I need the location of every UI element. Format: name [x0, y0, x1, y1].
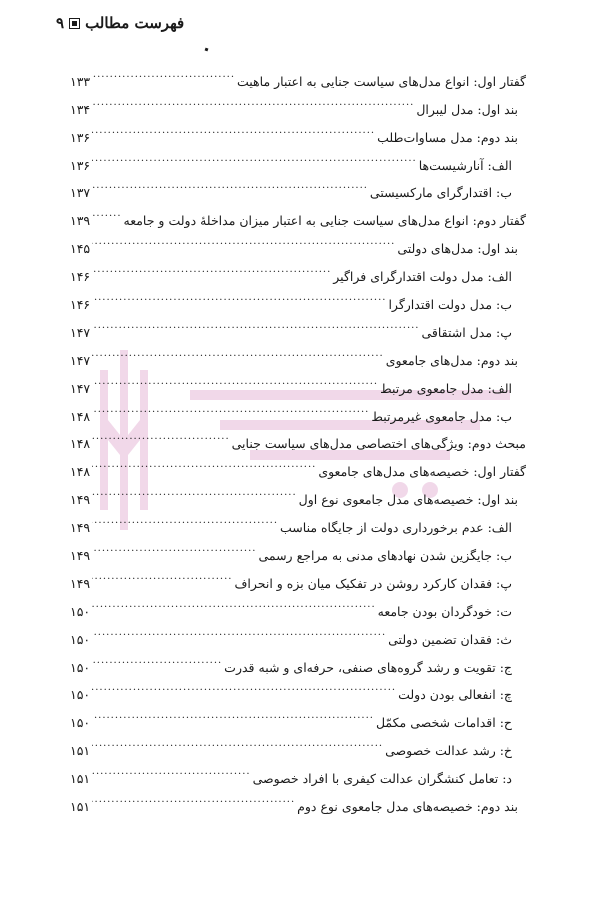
- toc-entry: [70, 393, 526, 424]
- toc-entry-page: ۱۵۰: [70, 715, 91, 731]
- toc-entry-title: گفتار دوم: انواع مدل‌های سیاست جنایی به اعتبار میزان مداخلهٔ دولت و جامعه: [123, 213, 526, 229]
- toc-leader-dots: [92, 170, 368, 198]
- toc-entry-page: ۱۴۷: [70, 324, 91, 340]
- toc-entry-page: ۱۴۹: [70, 548, 91, 564]
- toc-entry-title: چ: انفعالی بودن دولت: [398, 687, 512, 703]
- toc-entry-title: پ: فقدان کارکرد روشن در تفکیک میان بزه و انحراف: [234, 575, 512, 591]
- toc-entry-page: ۱۴۸: [70, 464, 91, 480]
- toc-entry: [70, 504, 526, 536]
- toc-entry-page: ۱۳۹: [70, 213, 91, 229]
- toc-entry-page: ۱۴۹: [70, 575, 91, 591]
- toc-leader-dots: [92, 225, 395, 253]
- toc-entry-page: ۱۴۹: [70, 492, 91, 508]
- toc-leader-dots: [92, 197, 121, 225]
- toc-entry-title: بند اول: مدل لیبرال: [416, 101, 518, 117]
- toc-entry-page: ۱۵۰: [70, 631, 91, 647]
- running-header: [56, 14, 184, 32]
- toc-entry: [70, 476, 526, 508]
- toc-entry-title: ت: خودگردان بودن جامعه: [377, 603, 512, 619]
- toc-entry-page: ۱۴۸: [70, 408, 91, 424]
- toc-entry: [70, 727, 526, 759]
- toc-entry-page: ۱۴۶: [70, 269, 91, 285]
- toc-entry-page: ۱۴۹: [70, 520, 91, 536]
- toc-leader-dots: [92, 421, 229, 449]
- toc-entry-page: ۱۳۶: [70, 129, 91, 145]
- toc-entry: [70, 114, 526, 145]
- toc-entry: [70, 309, 526, 340]
- toc-entry-page: ۱۵۰: [70, 659, 91, 675]
- toc-entry-title: ب: مدل جامعوی غیرمرتبط: [371, 408, 512, 424]
- toc-entry: [70, 755, 526, 787]
- toc-entry: [70, 532, 526, 564]
- toc-entry: [70, 421, 526, 452]
- toc-entry: [70, 142, 526, 173]
- toc-leader-dots: [92, 281, 386, 309]
- toc-entry: [70, 225, 526, 257]
- toc-entry: [70, 253, 526, 285]
- toc-entry-page: ۱۵۱: [70, 799, 91, 815]
- toc-leader-dots: [92, 86, 414, 114]
- toc-entry: [70, 616, 526, 647]
- toc-entry: [70, 560, 526, 591]
- toc-entry: [70, 197, 526, 229]
- toc-entry-title: خ: رشد عدالت خصوصی: [385, 743, 512, 759]
- toc-entry-title: الف: عدم برخورداری دولت از جایگاه مناسب: [280, 520, 512, 536]
- toc-leader-dots: [92, 142, 417, 170]
- toc-entry: [70, 783, 526, 815]
- toc-leader-dots: [92, 365, 378, 393]
- toc-entry-title: الف: مدل جامعوی مرتبط: [380, 380, 512, 396]
- toc-entry: [70, 448, 526, 480]
- toc-entry-title: الف: آنارشیست‌ها: [418, 157, 512, 173]
- toc-entry-title: بند دوم: خصیصه‌های مدل جامعوی نوع دوم: [297, 799, 518, 815]
- toc-entry-title: ج: تقویت و رشد گروه‌های صنفی، حرفه‌ای و شبه قدرت: [224, 659, 512, 675]
- toc-leader-dots: [92, 644, 222, 672]
- toc-entry-title: ث: فقدان تضمین دولتی: [388, 631, 512, 647]
- toc-entry-title: الف: مدل دولت اقتدارگرای فراگیر: [333, 269, 512, 285]
- toc-leader-dots: [92, 58, 235, 86]
- toc-entry: [70, 588, 526, 619]
- toc-entry-page: ۱۵۱: [70, 771, 91, 787]
- stray-mark: [205, 48, 209, 52]
- toc-entry-title: ب: اقتدارگرای مارکسیستی: [369, 185, 512, 201]
- toc-leader-dots: [92, 504, 278, 532]
- toc-entry-page: ۱۳۷: [70, 185, 91, 201]
- toc-entry-title: بند دوم: مدل‌های جامعوی: [385, 352, 518, 368]
- toc-entry: [70, 58, 526, 89]
- toc-entry-title: ب: جایگزین شدن نهادهای مدنی به مراجع رسمی: [258, 548, 512, 564]
- toc-entry-title: گفتار اول: انواع مدل‌های سیاست جنایی به اعتبار ماهیت: [237, 73, 526, 89]
- toc-leader-dots: [92, 532, 256, 560]
- toc-entry: [70, 672, 526, 703]
- toc-entry-title: گفتار اول: خصیصه‌های مدل‌های جامعوی: [318, 464, 526, 480]
- toc-entry-page: ۱۴۷: [70, 380, 91, 396]
- page-number: ۹: [56, 14, 65, 32]
- header-title: فهرست مطالب: [85, 14, 185, 32]
- toc-entry: [70, 281, 526, 313]
- toc-entry-title: ب: مدل دولت اقتدارگرا: [388, 297, 512, 313]
- toc-entry-title: پ: مدل اشتقاقی: [421, 324, 512, 340]
- toc-entry: [70, 365, 526, 396]
- toc-leader-dots: [92, 560, 232, 588]
- toc-entry-page: ۱۳۳: [70, 73, 91, 89]
- toc-entry-page: ۱۵۱: [70, 743, 91, 759]
- toc-entry-title: بند دوم: مدل مساوات‌طلب: [377, 129, 518, 145]
- toc-leader-dots: [92, 309, 419, 337]
- toc-leader-dots: [92, 672, 396, 700]
- toc-entry: [70, 699, 526, 731]
- toc-leader-dots: [92, 114, 375, 142]
- toc-leader-dots: [92, 393, 369, 421]
- toc-entry-title: بند اول: خصیصه‌های مدل جامعوی نوع اول: [298, 492, 518, 508]
- toc-leader-dots: [92, 588, 375, 616]
- square-ornament-icon: [69, 18, 80, 29]
- toc-leader-dots: [92, 727, 383, 755]
- toc-leader-dots: [92, 448, 316, 476]
- toc-entry-page: ۱۴۸: [70, 436, 91, 452]
- toc-leader-dots: [92, 337, 384, 365]
- toc-entry-page: ۱۵۰: [70, 687, 91, 703]
- toc-entry: [70, 337, 526, 368]
- table-of-contents: [70, 58, 526, 815]
- toc-leader-dots: [92, 755, 250, 783]
- toc-entry-title: د: تعامل کنشگران عدالت کیفری با افراد خصوصی: [252, 771, 512, 787]
- toc-entry-title: مبحث دوم: ویژگی‌های اختصاصی مدل‌های سیاست جنایی: [231, 436, 526, 452]
- toc-entry: [70, 86, 526, 117]
- toc-entry-page: ۱۳۴: [70, 101, 91, 117]
- toc-leader-dots: [92, 616, 386, 644]
- toc-entry-page: ۱۵۰: [70, 603, 91, 619]
- toc-entry-title: ح: اقدامات شخصی مکمّل: [375, 715, 512, 731]
- toc-entry: [70, 170, 526, 201]
- toc-leader-dots: [92, 476, 296, 504]
- toc-entry-page: ۱۴۵: [70, 241, 91, 257]
- toc-leader-dots: [92, 699, 374, 727]
- toc-entry-page: ۱۴۶: [70, 297, 91, 313]
- toc-entry: [70, 644, 526, 675]
- toc-leader-dots: [92, 783, 295, 811]
- toc-entry-page: ۱۳۶: [70, 157, 91, 173]
- toc-leader-dots: [92, 253, 331, 281]
- toc-entry-title: بند اول: مدل‌های دولتی: [397, 241, 518, 257]
- toc-entry-page: ۱۴۷: [70, 352, 91, 368]
